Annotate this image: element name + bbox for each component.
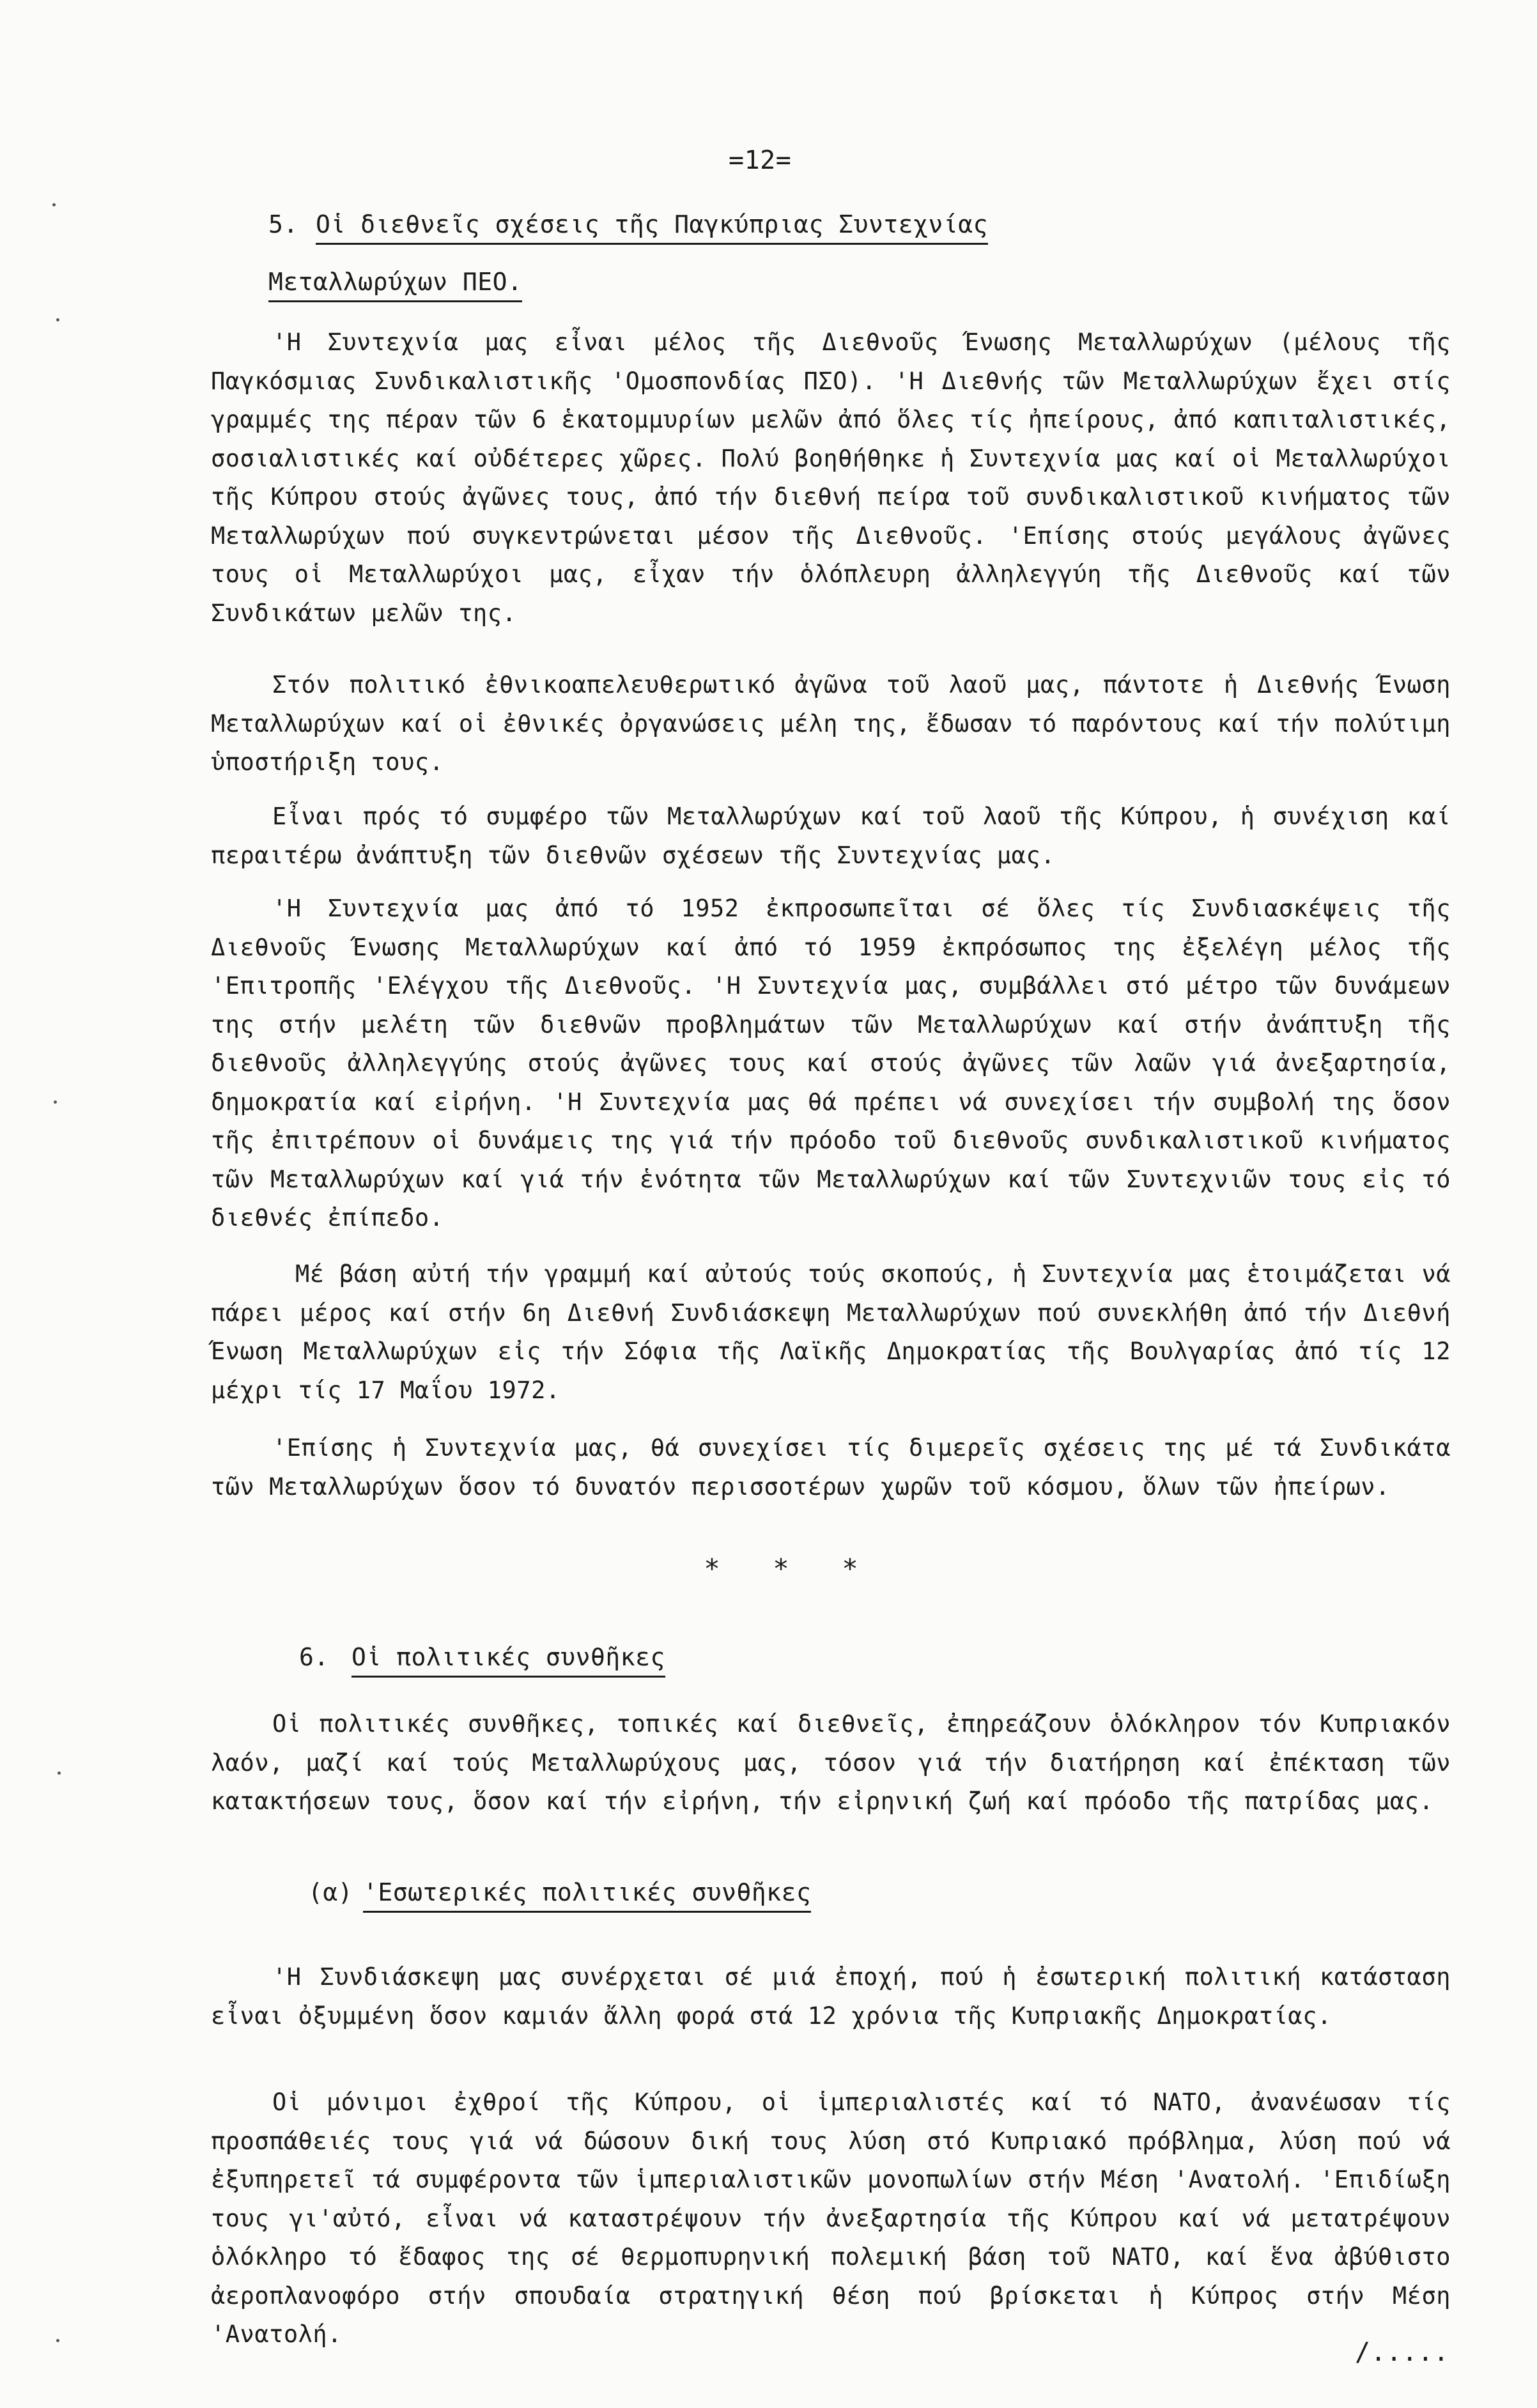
section-6-title: Οἱ πολιτικές συνθῆκες xyxy=(351,1642,665,1678)
continuation-marker: /..... xyxy=(1355,2338,1449,2367)
separator-star: * xyxy=(704,1553,720,1584)
paragraph-enemies-of-cyprus: Οἱ μόνιμοι ἐχθροί τῆς Κύπρου, οἱ ἱμπεριαλιστές καί τό ΝΑΤΟ, ἀνανέωσαν τίς προσπάθειές τους γιά νά δώσουν δική τους λύση στό Κυπριακό πρόβλημα, λύση πού νά ἐξυπηρετεῖ τά συμφέροντα τῶν ἱμπεριαλιστικῶν μονοπωλίων στήν Μέση 'Ανατολή. 'Επιδίωξη τους γι'αὐτό, εἶναι νά καταστρέψουν τήν ἀνεξαρτησία τῆς Κύπρου καί νά μετατρέψουν ὁλόκληρο τό ἔδαφος της σέ θερμοπυρηνική πολεμική βάση τοῦ ΝΑΤΟ, καί ἕνα ἀβύθιστο ἀεροπλανοφόρο στήν σπουδαία στρατηγική θέση πού βρίσκεται ἡ Κύπρος στήν Μέση 'Ανατολή. xyxy=(211,2088,1465,2348)
paragraph-political-conditions: Οἱ πολιτικές συνθῆκες, τοπικές καί διεθνεῖς, ἐπηρεάζουν ὁλόκληρον τόν Κυπριακόν λαόν, μαζί καί τούς Μεταλλωρύχους μας, τόσον γιά τήν διατήρηση καί ἐπέκταση τῶν κατακτήσεων τους, ὅσον καί τήν εἰρήνη, τήν εἰρηνική ζωή καί πρόοδο τῆς πατρίδας μας. xyxy=(211,1710,1465,1815)
paragraph-representation: 'Η Συντεχνία μας ἀπό τό 1952 ἐκπροσωπεῖται σέ ὅλες τίς Συνδιασκέψεις τῆς Διεθνοῦς Ένωσης Μεταλλωρύχων καί ἀπό τό 1959 ἐκπρόσωπος της ἐξελέγη μέλος τῆς 'Επιτροπῆς 'Ελέγχου τῆς Διεθνοῦς. 'Η Συντεχνία μας, συμβάλλει στό μέτρο τῶν δυνάμεων της στήν μελέτη τῶν διεθνῶν προβλημάτων τῶν Μεταλλωρύχων καί στήν ἀνάπτυξη τῆς διεθνοῦς ἀλληλεγγύης στούς ἀγῶνες τους καί στούς ἀγῶνες τῶν λαῶν γιά ἀνεξαρτησία, δημοκρατία καί εἰρήνη. 'Η Συντεχνία μας θά πρέπει νά συνεχίσει τήν συμβολή της ὅσον τῆς ἐπιτρέπουν οἱ δυνάμεις της γιά τήν πρόοδο τοῦ διεθνοῦς συνδικαλιστικοῦ κινήματος τῶν Μεταλλωρύχων καί γιά τήν ἑνότητα τῶν Μεταλλωρύχων καί τῶν Συντεχνιῶν τους εἰς τό διεθνές ἐπίπεδο. xyxy=(211,895,1465,1231)
section-5-number: 5. xyxy=(268,210,298,238)
scan-speck xyxy=(56,2339,59,2342)
section-separator xyxy=(677,1553,884,1584)
paragraph-membership: 'Η Συντεχνία μας εἶναι μέλος τῆς Διεθνοῦς Ένωσης Μεταλλωρύχων (μέλους τῆς Παγκόσμιας Συνδικαλιστικῆς 'Ομοσπονδίας ΠΣΟ). 'Η Διεθνής τῶν Μεταλλωρύχων ἔχει στίς γραμμές της πέραν τῶν 6 ἑκατομμυρίων μελῶν ἀπό ὅλες τίς ἠπείρους, ἀπό καπιταλιστικές, σοσιαλιστικές καί οὐδέτερες χῶρες. Πολύ βοηθήθηκε ἡ Συντεχνία μας καί οἱ Μεταλλωρύχοι τῆς Κύπρου στούς ἀγῶνες τους, ἀπό τήν διεθνή πείρα τοῦ συνδικαλιστικοῦ κινήματος τῶν Μεταλλωρύχων πού συγκεντρώνεται μέσον τῆς Διεθνοῦς. 'Επίσης στούς μεγάλους ἀγῶνες τους οἱ Μεταλλωρύχοι μας, εἶχαν τήν ὁλόπλευρη ἀλληλεγγύη τῆς Διεθνοῦς καί τῶν Συνδικάτων μελῶν της. xyxy=(211,328,1465,627)
section-6-number: 6. xyxy=(299,1643,329,1671)
scan-speck xyxy=(56,318,59,321)
section-5-title: Οἱ διεθνεῖς σχέσεις τῆς Παγκύπριας Συντεχνίας xyxy=(316,210,988,245)
paragraph-national-struggle: Στόν πολιτικό ἐθνικοαπελευθερωτικό ἀγῶνα τοῦ λαοῦ μας, πάντοτε ἡ Διεθνής Ένωση Μεταλλωρύχων καί οἱ ἐθνικές ὀργανώσεις μέλη της, ἔδωσαν τό παρόντους καί τήν πολύτιμη ὑποστήριξη τους. xyxy=(211,671,1465,776)
page-number: =12= xyxy=(729,146,792,175)
scan-speck xyxy=(58,1771,61,1775)
paragraph-conference-period: 'Η Συνδιάσκεψη μας συνέρχεται σέ μιά ἐποχή, πού ἡ ἐσωτερική πολιτική κατάσταση εἶναι ὀξυμμένη ὅσον καμιάν ἄλλη φορά στά 12 χρόνια τῆς Κυπριακῆς Δημοκρατίας. xyxy=(211,1963,1465,2030)
paragraph-interests: Εἶναι πρός τό συμφέρο τῶν Μεταλλωρύχων καί τοῦ λαοῦ τῆς Κύπρου, ἡ συνέχιση καί περαιτέρω ἀνάπτυξη τῶν διεθνῶν σχέσεων τῆς Συντεχνίας μας. xyxy=(211,803,1465,869)
separator-star: * xyxy=(773,1553,789,1584)
subsection-title: 'Εσωτερικές πολιτικές συνθῆκες xyxy=(363,1878,811,1913)
paragraph-bilateral: 'Επίσης ἡ Συντεχνία μας, θά συνεχίσει τίς διμερεῖς σχέσεις της μέ τά Συνδικάτα τῶν Μεταλλωρύχων ὅσον τό δυνατόν περισσοτέρων χωρῶν τοῦ κόσμου, ὅλων τῶν ἠπείρων. xyxy=(211,1434,1465,1501)
scan-speck xyxy=(54,1100,57,1104)
paragraph-sofia-conference: Μέ βάση αὐτή τήν γραμμή καί αὐτούς τούς σκοπούς, ἡ Συντεχνία μας ἑτοιμάζεται νά πάρει μέρος καί στήν 6η Διεθνή Συνδιάσκεψη Μεταλλωρύχων πού συνεκλήθη ἀπό τήν Διεθνή Ένωση Μεταλλωρύχων εἰς τήν Σόφια τῆς Λαϊκῆς Δημοκρατίας τῆς Βουλγαρίας ἀπό τίς 12 μέχρι τίς 17 Μαΐου 1972. xyxy=(211,1260,1465,1404)
section-5-title-continued: Μεταλλωρύχων ΠΕΟ. xyxy=(268,267,522,302)
subsection-label: (α) xyxy=(308,1878,353,1906)
separator-star: * xyxy=(842,1553,858,1584)
scan-speck xyxy=(52,203,56,206)
